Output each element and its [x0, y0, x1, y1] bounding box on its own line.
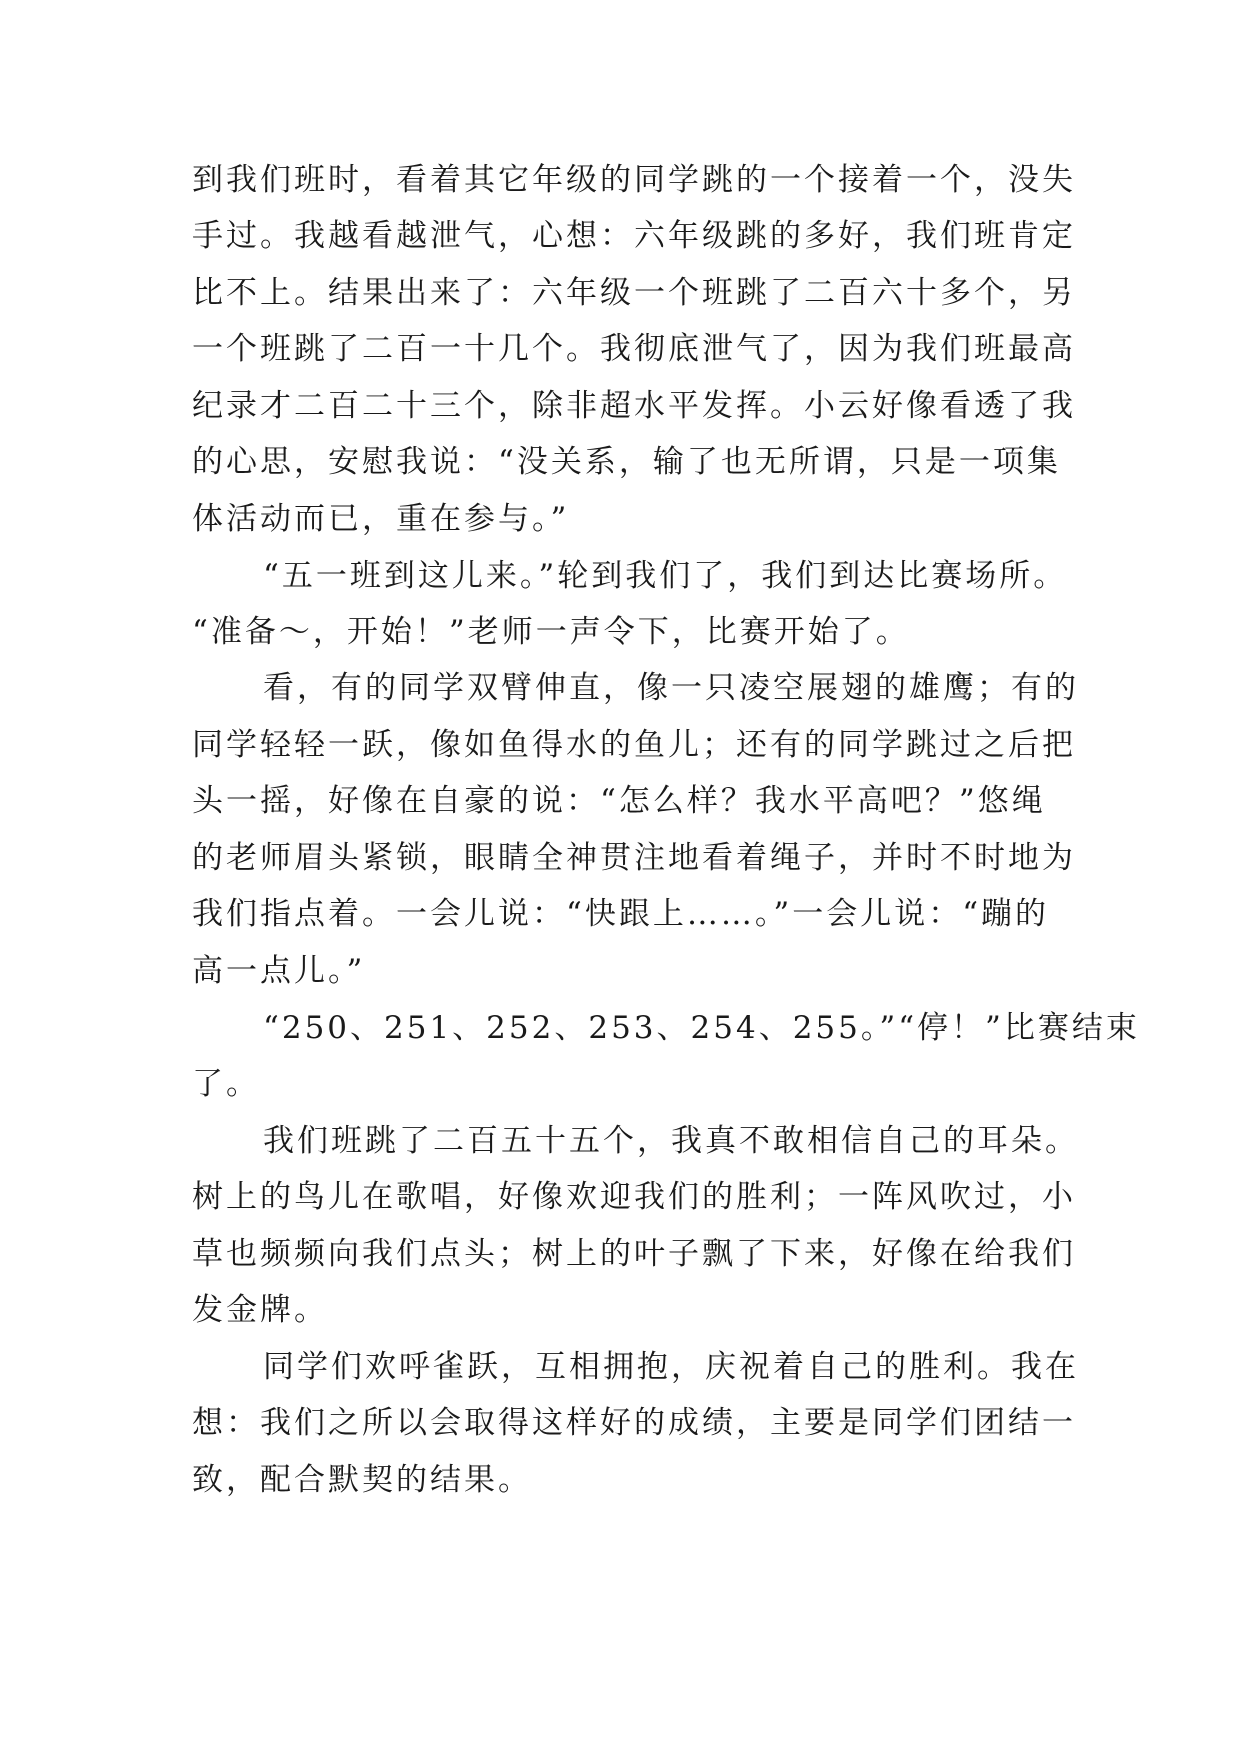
text-line: 发金牌。	[192, 1292, 328, 1328]
text-line: 体活动而已，重在参与。”	[192, 501, 570, 537]
text-line: 一个班跳了二百一十几个。我彻底泄气了，因为我们班最高	[192, 331, 1076, 367]
text-line: 同学轻轻一跃，像如鱼得水的鱼儿；还有的同学跳过之后把	[192, 727, 1076, 763]
text-line: 树上的鸟儿在歌唱，好像欢迎我们的胜利；一阵风吹过，小	[192, 1179, 1076, 1215]
text-line: 的心思，安慰我说：“没关系，输了也无所谓，只是一项集	[192, 444, 1061, 480]
text-line: 高一点儿。”	[192, 953, 366, 989]
text-line: 的老师眉头紧锁，眼睛全神贯注地看着绳子，并时不时地为	[192, 840, 1076, 876]
paragraph-start-line: “五一班到这儿来。”轮到我们了，我们到达比赛场所。	[263, 558, 1068, 594]
text-line: 致，配合默契的结果。	[192, 1462, 532, 1498]
text-line: 草也频频向我们点头；树上的叶子飘了下来，好像在给我们	[192, 1236, 1076, 1272]
text-line: 比不上。结果出来了：六年级一个班跳了二百六十多个，另	[192, 275, 1076, 311]
text-line: 了。	[192, 1066, 260, 1102]
text-line: 头一摇，好像在自豪的说：“怎么样？我水平高吧？”悠绳	[192, 783, 1046, 819]
text-line: 到我们班时，看着其它年级的同学跳的一个接着一个，没失	[192, 162, 1076, 198]
text-line: “准备～，开始！”老师一声令下，比赛开始了。	[192, 614, 910, 650]
text-line: 手过。我越看越泄气，心想：六年级跳的多好，我们班肯定	[192, 218, 1076, 254]
text-line: 我们指点着。一会儿说：“快跟上……。”一会儿说：“蹦的	[192, 896, 1050, 932]
paragraph-start-line: 同学们欢呼雀跃，互相拥抱，庆祝着自己的胜利。我在	[263, 1349, 1079, 1385]
paragraph-start-line: 我们班跳了二百五十五个，我真不敢相信自己的耳朵。	[263, 1123, 1079, 1159]
paragraph-start-line: “250、251、252、253、254、255。”“停！”比赛结束	[263, 1010, 1140, 1046]
text-line: 纪录才二百二十三个，除非超水平发挥。小云好像看透了我	[192, 388, 1076, 424]
text-line: 想：我们之所以会取得这样好的成绩，主要是同学们团结一	[192, 1405, 1076, 1441]
paragraph-start-line: 看，有的同学双臂伸直，像一只凌空展翅的雄鹰；有的	[263, 670, 1079, 706]
